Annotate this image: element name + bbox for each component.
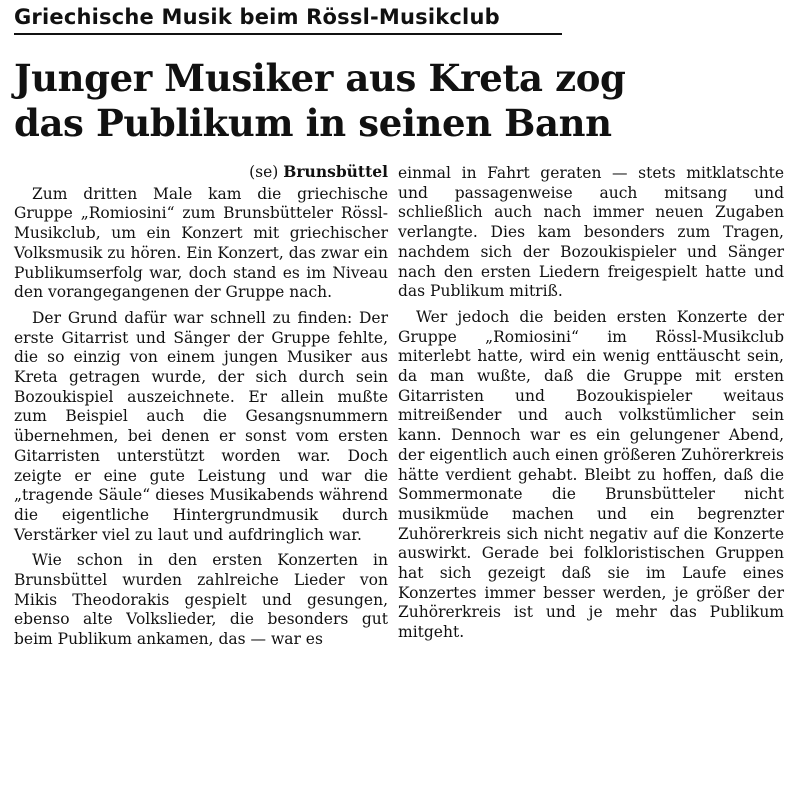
paragraph-2: Der Grund dafür war schnell zu finden: Der erste Gitarrist und Sänger der Gruppe fehlte, die so einzig von einem jungen Musiker aus Kreta getragen wurde, der sich durch sein Bozoukispiel auszeichnete. Er allein mußte zum Beispiel auch die Gesangsnummern übernehmen, bei denen er sonst vom ersten Gitarristen unterstützt worden war. Doch zeigte er eine gute Leistung und war die „tragende Säule“ dieses Musikabends während die eigentliche Hintergrundmusik durch Verstärker viel zu laut und aufdringlich war. xyxy=(14,308,388,544)
byline-author: (se) xyxy=(249,163,279,181)
article-column-right xyxy=(398,164,784,649)
dateline xyxy=(14,162,388,183)
headline-line-2: das Publikum in seinen Bann xyxy=(14,101,612,145)
headline xyxy=(14,56,714,146)
paragraph-3: Wie schon in den ersten Konzerten in Brunsbüttel wurden zahlreiche Lieder von Mikis Theodorakis gespielt und gesungen, ebenso alte Volkslieder, die besonders gut beim Publikum ankamen, das — war es xyxy=(14,551,388,649)
byline-location: Brunsbüttel xyxy=(283,162,388,181)
headline-line-1: Junger Musiker aus Kreta zog xyxy=(14,56,626,100)
paragraph-1: Zum dritten Male kam die griechische Gruppe „Romiosini“ zum Brunsbütteler Rössl-Musikclub, um ein Konzert mit griechischer Volksmusik zu hören. Ein Konzert, das zwar ein Publikumserfolg war, doch stand es im Niveau den vorangegangenen der Gruppe nach. xyxy=(14,184,388,302)
paragraph-4: Wer jedoch die beiden ersten Konzerte der Gruppe „Romiosini“ im Rössl-Musikclub miterlebt hatte, wird ein wenig enttäuscht sein, da man wußte, daß die Gruppe mit ersten Gitarristen und Bozoukispieler weitaus mitreißender und auch volkstümlicher sein kann. Dennoch war es ein gelungener Abend, der eigentlich auch einen größeren Zuhörerkreis hätte verdient gehabt. Bleibt zu hoffen, daß die Sommermonate die Brunsbütteler nicht musikmüde machen und ein begrenzter Zuhörerkreis sich nicht negativ auf die Konzerte auswirkt. Gerade bei folkloristischen Gruppen hat sich gezeigt daß sie im Laufe eines Konzertes immer besser werden, je größer der Zuhörerkreis ist und je mehr das Publikum mitgeht. xyxy=(398,307,785,642)
article-column-left xyxy=(14,162,388,656)
paragraph-3-continued: einmal in Fahrt geraten — stets mitklatschte und passagenweise auch mitsang und schließlich auch nach immer neuen Zugaben verlangte. Dies kam besonders zum Tragen, nachdem sich der Bozoukispieler und Sänger nach den ersten Liedern freigespielt hatte und das Publikum mitriß. xyxy=(398,164,784,301)
kicker: Griechische Musik beim Rössl-Musikclub xyxy=(14,4,562,35)
